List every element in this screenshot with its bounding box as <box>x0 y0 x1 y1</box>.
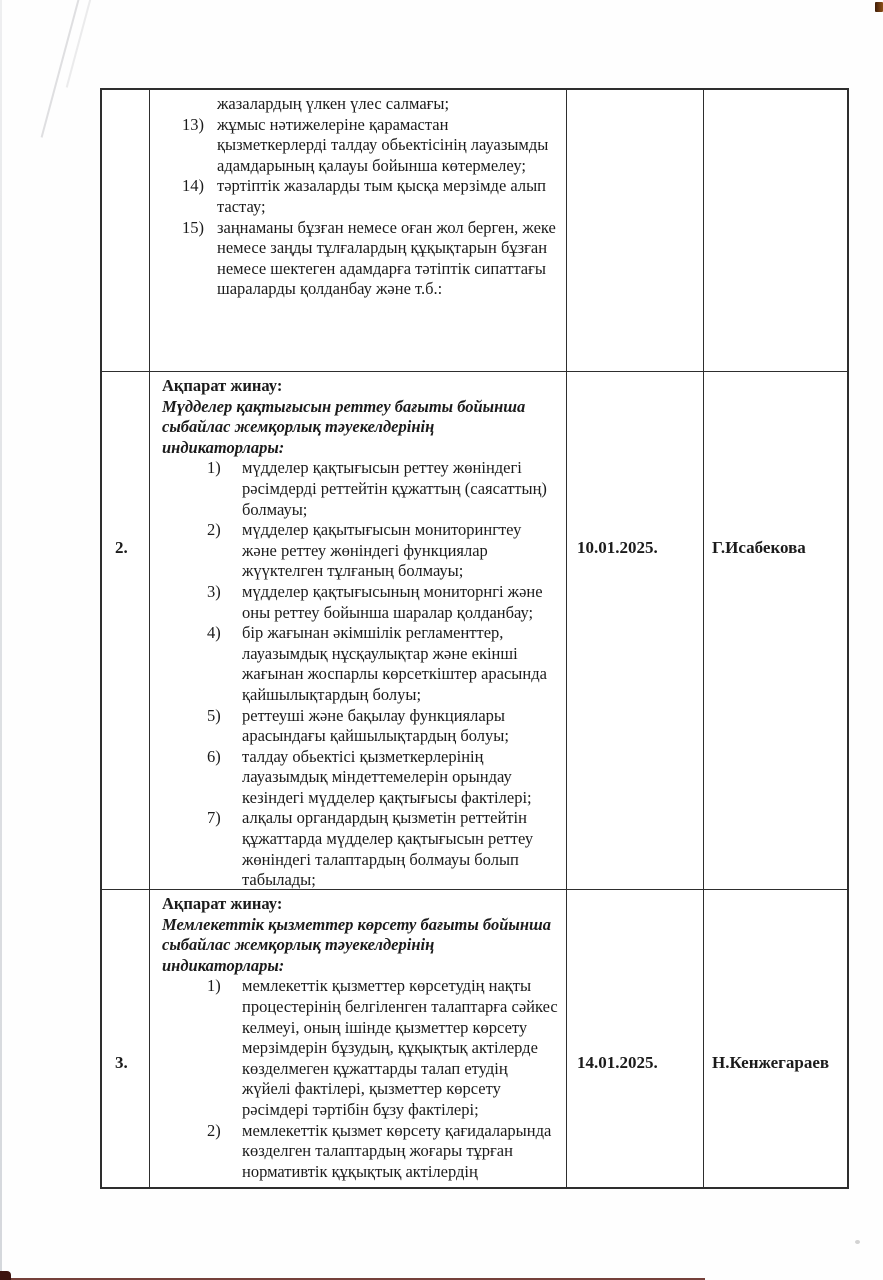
list-item-marker: 2) <box>207 520 221 540</box>
list-item-marker: 2) <box>207 1120 221 1140</box>
list-item-text: мүдделер қақтығысының мониторнгі және оны реттеу бойынша шаралар қолданбау; <box>242 581 543 622</box>
section-subheading: Мүдделер қақтығысын реттеу бағыты бойынша сыбайлас жемқорлық тәуекелдерінің индикаторлары: <box>162 396 526 457</box>
row-number: 2. <box>115 538 128 557</box>
list-item <box>182 176 558 217</box>
section-heading: Ақпарат жинау: <box>162 376 283 395</box>
list-item-text: жұмыс нәтижелеріне қарамастан қызметкерлерді талдау обьектісінің лауазымды адамдарының қалауы бойынша көтермелеу; <box>217 114 549 175</box>
list-item <box>207 1121 558 1183</box>
list-item-text: заңнаманы бұзған немесе оған жол берген, жеке немесе заңды тұлғалардың құқықтарын бұзған немесе шектеген адамдарға тәтіптік сипаттағы шараларды қолданбау және т.б.: <box>217 217 556 299</box>
executor-cell <box>704 890 847 1187</box>
list-item-marker: 15) <box>182 217 204 237</box>
date-cell <box>567 890 704 1187</box>
list-item-text: алқалы органдардың қызметін реттейтін құжаттарда мүдделер қақтығысын реттеу жөніндегі талаптардың болмауы болып табылады; <box>242 808 534 890</box>
list-item <box>207 520 558 582</box>
paper-crease-artifact <box>66 0 92 88</box>
indicator-list <box>162 976 558 1182</box>
list-item <box>207 976 558 1120</box>
content-cell <box>150 890 567 1187</box>
list-item <box>207 706 558 747</box>
list-item <box>182 218 558 300</box>
date-value: 14.01.2025. <box>577 1053 658 1072</box>
executor-cell <box>704 90 847 372</box>
list-item <box>207 623 558 705</box>
list-item-text: тәртіптік жазаларды тым қысқа мерзімде алып тастау; <box>217 176 547 216</box>
list-item <box>207 458 558 520</box>
indicator-list <box>162 115 558 300</box>
executor-name: Г.Исабекова <box>712 538 806 557</box>
list-item-marker: 1) <box>207 458 221 478</box>
list-item-marker: 13) <box>182 114 204 134</box>
scan-corner-mark <box>875 2 883 12</box>
list-item-text: талдау обьектісі қызметкерлерінің лауазымдық міндеттемелерін орындау кезіндегі мүдделер қақтығысы фактілері; <box>242 746 532 807</box>
continuation-text: жазалардың үлкен үлес салмағы; <box>217 94 450 113</box>
row-number-cell <box>102 372 150 890</box>
section-heading: Ақпарат жинау: <box>162 894 283 913</box>
executor-name: Н.Кенжегараев <box>712 1053 830 1072</box>
date-cell <box>567 90 704 372</box>
scan-speck <box>855 1240 860 1244</box>
list-item-text: мемлекеттік қызметтер көрсетудің нақты процестерінің белгіленген талаптарға сәйкес келмеуі, оның ішінде қызметтер көрсету мерзімдерін бұзудың, құқықтық актілерде көзделмеген құжаттарды талап етудің жүйелі фактілері, қызметтер көрсету рәсімдері тәртібін бұзу фактілері; <box>242 976 558 1119</box>
list-item <box>207 808 558 890</box>
indicator-list <box>162 458 558 890</box>
content-cell <box>150 372 567 890</box>
date-cell <box>567 372 704 890</box>
list-item <box>207 747 558 809</box>
executor-cell <box>704 372 847 890</box>
list-item <box>207 582 558 623</box>
list-item-marker: 5) <box>207 705 221 725</box>
section-subheading: Мемлекеттік қызметтер көрсету бағыты бойынша сыбайлас жемқорлық тәуекелдерінің индикаторлары: <box>162 914 551 975</box>
list-item-text: мүдделер қақтығысын реттеу жөніндегі рәсімдерді реттейтін құжаттың (саясаттың) болмауы; <box>242 458 547 519</box>
list-item-marker: 14) <box>182 176 204 196</box>
list-item-marker: 3) <box>207 581 221 601</box>
list-item-marker: 1) <box>207 976 221 996</box>
row-number-cell <box>102 90 150 372</box>
scan-corner-blob <box>0 1271 11 1280</box>
list-item-text: мемлекеттік қызмет көрсету қағидаларында көзделген талаптардың жоғары тұрған нормативтік құқықтық актілердің <box>242 1120 552 1181</box>
row-number: 3. <box>115 1053 128 1072</box>
date-value: 10.01.2025. <box>577 538 658 557</box>
list-item-text: реттеуші және бақылау функциялары арасындағы қайшылықтардың болуы; <box>242 705 509 746</box>
list-item-text: бір жағынан әкімшілік регламенттер, лауазымдық нұсқаулықтар және екінші жағынан жоспарлы көрсеткіштер арасында қайшылықтардың болуы; <box>242 623 547 704</box>
content-cell <box>150 90 567 372</box>
list-item-marker: 6) <box>207 746 221 766</box>
list-item-marker: 7) <box>207 808 221 828</box>
row-number-cell <box>102 890 150 1187</box>
list-item-text: мүдделер қақытығысын мониторингтеу және реттеу жөніндегі функциялар жүүктелген тұлғаның болмауы; <box>242 520 522 581</box>
list-item-marker: 4) <box>207 623 221 643</box>
scan-edge-artifact <box>0 0 2 1280</box>
paper-crease-artifact <box>41 0 82 138</box>
list-item <box>182 115 558 177</box>
document-table <box>100 88 849 1189</box>
